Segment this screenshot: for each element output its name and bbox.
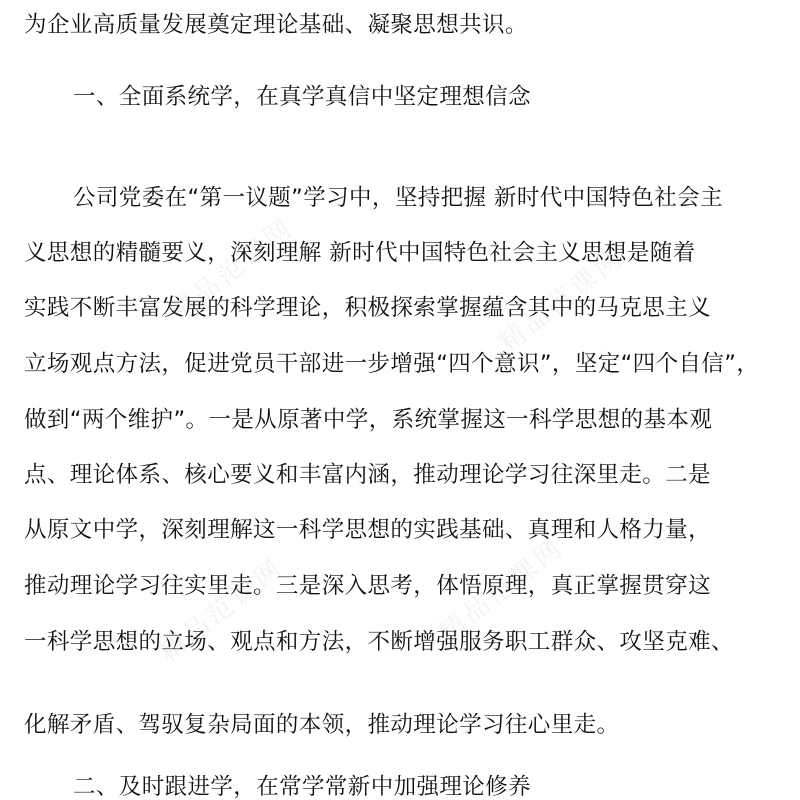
section-heading: 二、及时跟进学，在常学常新中加强理论修养 (73, 774, 532, 800)
paragraph-line: 义思想的精髓要义，深刻理解 新时代中国特色社会主义思想是随着 (24, 240, 696, 266)
paragraph-line: 推动理论学习往实里走。三是深入思考，体悟原理，真正掌握贯穿这 (24, 573, 712, 599)
watermark-text: 精品范课网 (433, 532, 571, 649)
paragraph-line: 做到“两个维护”。一是从原著中学，系统掌握这一科学思想的基本观 (24, 407, 713, 433)
paragraph-line: 实践不断丰富发展的科学理论，积极探索掌握蕴含其中的马克思主义 (24, 295, 712, 321)
paragraph-line: 一科学思想的立场、观点和方法，不断增强服务职工群众、攻坚克难、 (24, 629, 734, 655)
paragraph-line: 为企业高质量发展奠定理论基础、凝聚思想共识。 (24, 12, 528, 38)
paragraph-line: 点、理论体系、核心要义和丰富内涵，推动理论学习往深里走。二是 (24, 462, 712, 488)
watermark-text: 精品范课网 (163, 212, 301, 329)
watermark-text: 精品范课网 (153, 552, 291, 669)
paragraph-line: 化解矛盾、驾驭复杂局面的本领，推动理论学习往心里走。 (24, 712, 620, 738)
section-heading: 一、全面系统学，在真学真信中坚定理想信念 (73, 84, 532, 110)
paragraph-line: 立场观点方法，促进党员干部进一步增强“四个意识”，坚定“四个自信”， (24, 351, 760, 377)
watermark-text: 精品范课网 (493, 242, 631, 359)
paragraph-line: 公司党委在“第一议题”学习中，坚持把握 新时代中国特色社会主 (73, 185, 723, 211)
paragraph-line: 从原文中学，深刻理解这一科学思想的实践基础、真理和人格力量， (24, 517, 712, 543)
